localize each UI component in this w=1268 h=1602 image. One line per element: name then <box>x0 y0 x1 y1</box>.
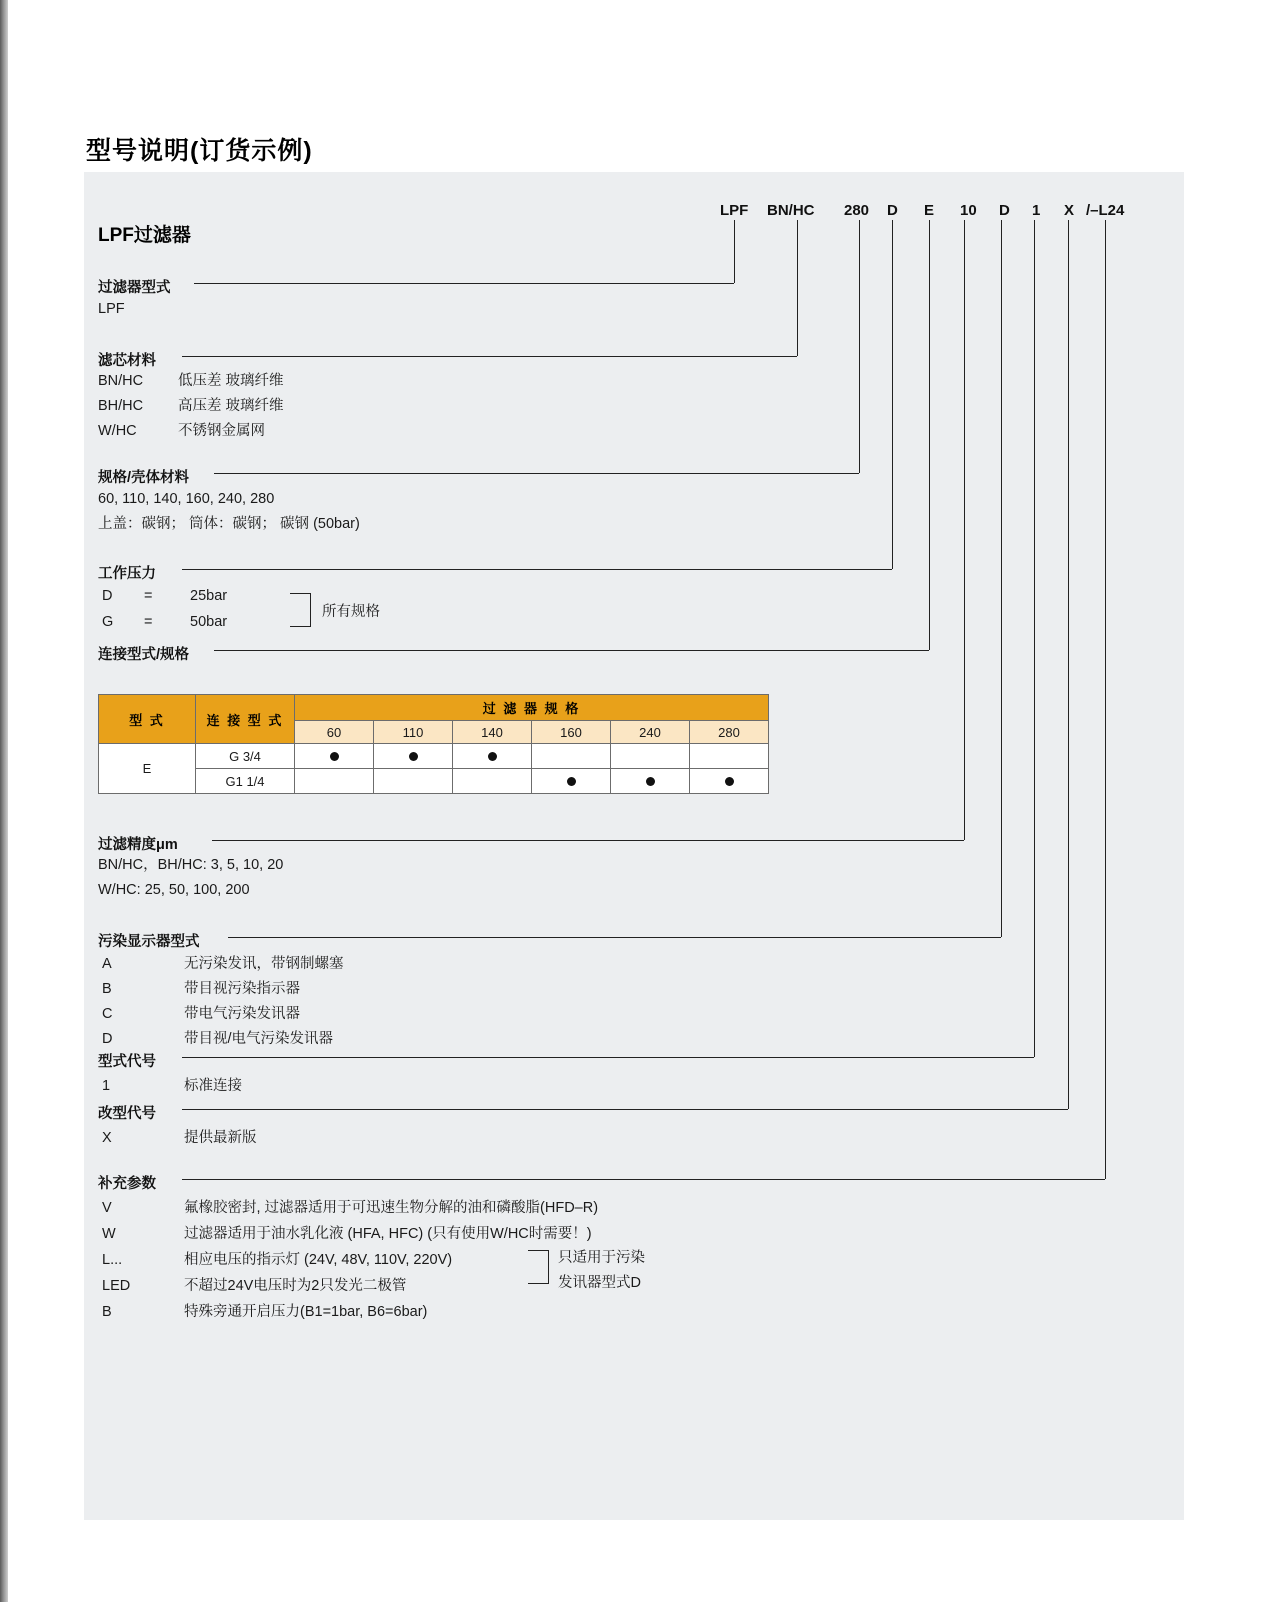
leader-riser-working-pressure <box>892 220 893 569</box>
key-supplement-led: LED <box>102 1278 131 1294</box>
value-element-bhhc: 高压差 玻璃纤维 <box>178 398 284 414</box>
value-rating-wire: W/HC: 25, 50, 100, 200 <box>98 882 250 898</box>
table-header-size-60: 60 <box>295 721 374 744</box>
table-cell-type-e: E <box>99 744 196 794</box>
key-typecode-1: 1 <box>102 1078 111 1094</box>
key-pressure-d: D <box>102 588 113 604</box>
note-indicator-d-line1: 只适用于污染 <box>558 1250 645 1266</box>
table-cell-connection-g114: G1 1/4 <box>196 769 295 794</box>
leader-line-clogging-indicator <box>228 937 1001 938</box>
mark-dot <box>488 752 497 761</box>
section-label-type-code: 型式代号 <box>98 1054 156 1070</box>
leader-line-filtration-rating <box>212 840 964 841</box>
mark-dot <box>725 777 734 786</box>
table-header-size-140: 140 <box>453 721 532 744</box>
note-indicator-d-line2: 发讯器型式D <box>558 1275 641 1291</box>
table-cell-empty <box>453 769 532 794</box>
value-supplement-b: 特殊旁通开启压力(B1=1bar, B6=6bar) <box>184 1304 428 1320</box>
leader-riser-element-material <box>797 220 798 356</box>
key-pressure-g: G <box>102 614 114 630</box>
table-row <box>99 769 769 794</box>
key-element-bnhc: BN/HC <box>98 373 144 389</box>
table-cell-empty <box>690 744 769 769</box>
connection-table <box>98 694 769 794</box>
mark-dot <box>330 752 339 761</box>
value-element-whc: 不锈钢金属网 <box>178 423 265 439</box>
section-label-element-material: 滤芯材料 <box>98 353 156 369</box>
page-title: 型号说明(订货示例) <box>86 137 313 165</box>
table-header-connection: 连 接 型 式 <box>196 695 295 744</box>
table-cell-mark <box>611 769 690 794</box>
section-label-connection: 连接型式/规格 <box>98 647 190 663</box>
key-indicator-c: C <box>102 1006 113 1022</box>
section-label-filter-type: 过滤器型式 <box>98 280 171 296</box>
eq-pressure-d: = <box>144 588 153 604</box>
value-indicator-b: 带目视污染指示器 <box>184 981 300 997</box>
table-cell-mark <box>295 744 374 769</box>
mark-dot <box>567 777 576 786</box>
note-all-sizes: 所有规格 <box>322 604 380 620</box>
leader-line-connection <box>214 650 929 651</box>
code-segment-typecode: 1 <box>1032 202 1041 219</box>
table-row <box>99 744 769 769</box>
table-header-size-240: 240 <box>611 721 690 744</box>
table-header-size-280: 280 <box>690 721 769 744</box>
section-label-filtration-rating: 过滤精度μm <box>98 837 178 853</box>
leader-riser-supplement <box>1105 220 1106 1179</box>
mark-dot <box>646 777 655 786</box>
code-segment-supplement: /–L24 <box>1086 202 1125 219</box>
section-label-modification-code: 改型代号 <box>98 1106 156 1122</box>
table-header-row-1 <box>99 695 769 721</box>
leader-riser-clogging-indicator <box>1001 220 1002 937</box>
code-segment-pressure: D <box>887 202 898 219</box>
table-header-type: 型 式 <box>99 695 196 744</box>
value-supplement-l: 相应电压的指示灯 (24V, 48V, 110V, 220V) <box>184 1252 453 1268</box>
table-header-size-160: 160 <box>532 721 611 744</box>
key-element-bhhc: BH/HC <box>98 398 144 414</box>
key-supplement-v: V <box>102 1200 112 1216</box>
page-edge-band <box>0 0 8 1602</box>
table-cell-mark <box>532 769 611 794</box>
table-header-size-110: 110 <box>374 721 453 744</box>
leader-riser-filtration-rating <box>964 220 965 840</box>
code-segment-modification: X <box>1064 202 1075 219</box>
leader-riser-connection <box>929 220 930 650</box>
leader-line-type-code <box>182 1057 1034 1058</box>
table-cell-empty <box>532 744 611 769</box>
bracket-indicator-d-only <box>528 1250 549 1284</box>
table-cell-mark <box>453 744 532 769</box>
code-segment-connection: E <box>924 202 935 219</box>
section-label-working-pressure: 工作压力 <box>98 566 156 582</box>
key-modification-x: X <box>102 1130 112 1146</box>
table-cell-empty <box>611 744 690 769</box>
product-heading: LPF过滤器 <box>98 225 191 246</box>
value-indicator-c: 带电气污染发讯器 <box>184 1006 300 1022</box>
table-cell-mark <box>690 769 769 794</box>
value-indicator-d: 带目视/电气污染发讯器 <box>184 1031 334 1047</box>
leader-line-modification-code <box>182 1109 1068 1110</box>
panel-content <box>84 172 1184 1520</box>
value-pressure-g: 50bar <box>190 614 228 630</box>
leader-riser-modification-code <box>1068 220 1069 1109</box>
leader-riser-size-housing <box>859 220 860 473</box>
code-segment-indicator: D <box>999 202 1010 219</box>
key-indicator-a: A <box>102 956 112 972</box>
section-label-size-housing: 规格/壳体材料 <box>98 470 190 486</box>
value-filter-type-lpf: LPF <box>98 301 125 317</box>
table-cell-empty <box>374 769 453 794</box>
table-cell-connection-g34: G 3/4 <box>196 744 295 769</box>
value-typecode-1: 标准连接 <box>184 1078 242 1094</box>
key-supplement-l: L... <box>102 1252 123 1268</box>
value-indicator-a: 无污染发讯，带钢制螺塞 <box>184 956 344 972</box>
leader-line-size-housing <box>214 473 859 474</box>
table-cell-mark <box>374 744 453 769</box>
key-supplement-b: B <box>102 1304 112 1320</box>
code-segment-size: 280 <box>844 202 870 219</box>
bracket-all-sizes <box>290 593 311 627</box>
code-segment-element: BN/HC <box>767 202 815 219</box>
code-segment-lpf: LPF <box>720 202 749 219</box>
leader-line-element-material <box>182 356 797 357</box>
mark-dot <box>409 752 418 761</box>
value-modification-x: 提供最新版 <box>184 1130 257 1146</box>
code-segment-rating: 10 <box>960 202 977 219</box>
key-element-whc: W/HC <box>98 423 137 439</box>
value-supplement-w: 过滤器适用于油水乳化液 (HFA, HFC) (只有使用W/HC时需要！) <box>184 1226 592 1242</box>
value-element-bnhc: 低压差 玻璃纤维 <box>178 373 284 389</box>
value-housing-materials: 上盖：碳钢； 筒体：碳钢； 碳钢 (50bar) <box>98 516 360 532</box>
section-label-supplement: 补充参数 <box>98 1176 156 1192</box>
table-cell-empty <box>295 769 374 794</box>
value-supplement-led: 不超过24V电压时为2只发光二极管 <box>184 1278 407 1294</box>
leader-line-supplement <box>182 1179 1105 1180</box>
value-supplement-v: 氟橡胶密封, 过滤器适用于可迅速生物分解的油和磷酸脂(HFD–R) <box>184 1200 599 1216</box>
model-code-panel <box>84 172 1184 1520</box>
section-label-clogging-indicator: 污染显示器型式 <box>98 934 200 950</box>
table-header-spec-group: 过 滤 器 规 格 <box>295 695 769 721</box>
leader-line-filter-type <box>194 283 734 284</box>
leader-riser-filter-type <box>734 220 735 283</box>
eq-pressure-g: = <box>144 614 153 630</box>
value-size-list: 60, 110, 140, 160, 240, 280 <box>98 491 275 507</box>
value-rating-glass: BN/HC，BH/HC: 3, 5, 10, 20 <box>98 857 284 873</box>
key-supplement-w: W <box>102 1226 116 1242</box>
key-indicator-d: D <box>102 1031 113 1047</box>
leader-line-working-pressure <box>182 569 892 570</box>
leader-riser-type-code <box>1034 220 1035 1057</box>
key-indicator-b: B <box>102 981 112 997</box>
value-pressure-d: 25bar <box>190 588 228 604</box>
